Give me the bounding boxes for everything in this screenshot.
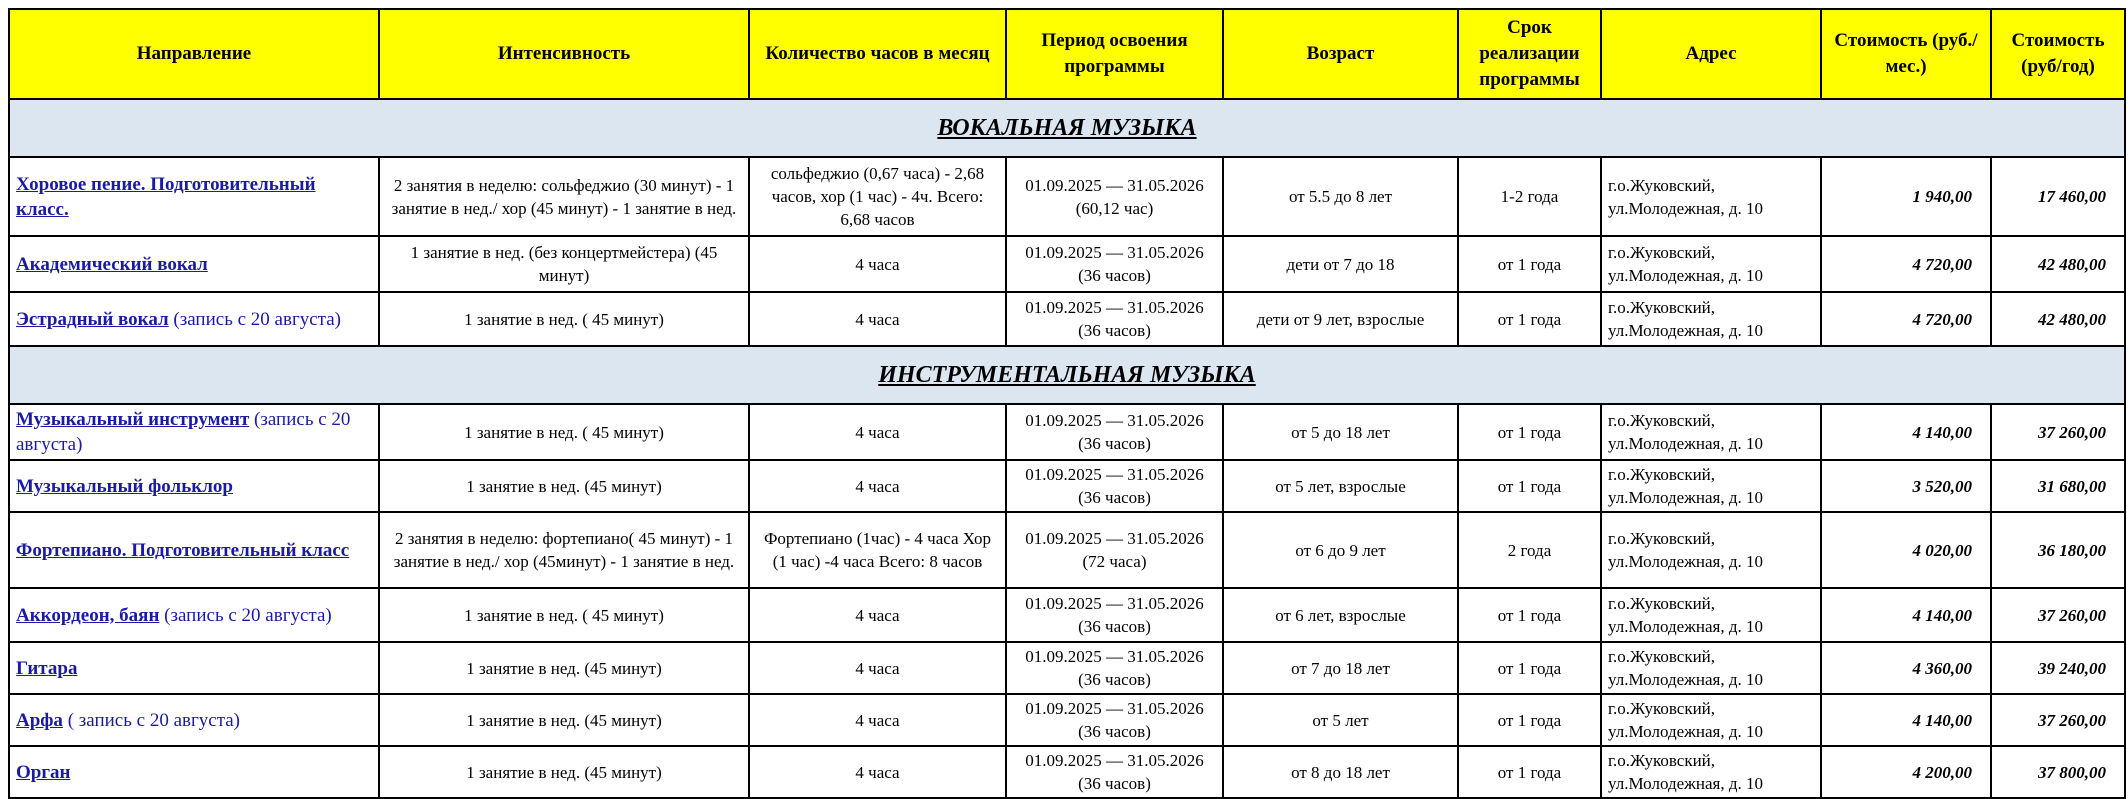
header-term: Срок реализации программы bbox=[1458, 9, 1601, 99]
cost-month-cell: 4 020,00 bbox=[1821, 512, 1991, 588]
term-cell: от 1 года bbox=[1458, 642, 1601, 694]
age-cell: от 5 лет bbox=[1223, 694, 1458, 746]
program-name[interactable]: Академический вокал bbox=[16, 253, 208, 275]
intensity-cell: 1 занятие в нед. ( 45 минут) bbox=[379, 588, 749, 642]
cost-month-cell: 4 140,00 bbox=[1821, 404, 1991, 460]
header-direction: Направление bbox=[9, 9, 379, 99]
program-name[interactable]: Гитара bbox=[16, 657, 78, 679]
age-cell: дети от 7 до 18 bbox=[1223, 236, 1458, 292]
age-cell: от 7 до 18 лет bbox=[1223, 642, 1458, 694]
period-cell: 01.09.2025 — 31.05.2026 (36 часов) bbox=[1006, 460, 1223, 512]
section-title: ВОКАЛЬНАЯ МУЗЫКА bbox=[9, 99, 2125, 157]
cost-month-cell: 4 360,00 bbox=[1821, 642, 1991, 694]
address-cell: г.о.Жуковский, ул.Молодежная, д. 10 bbox=[1601, 512, 1821, 588]
intensity-cell: 2 занятия в неделю: сольфеджио (30 минут) - 1 занятие в нед./ хор (45 минут) - 1 занятие в нед. bbox=[379, 157, 749, 236]
address-cell: г.о.Жуковский, ул.Молодежная, д. 10 bbox=[1601, 746, 1821, 798]
period-cell: 01.09.2025 — 31.05.2026 (36 часов) bbox=[1006, 642, 1223, 694]
intensity-cell: 1 занятие в нед. (45 минут) bbox=[379, 642, 749, 694]
header-intensity: Интенсивность bbox=[379, 9, 749, 99]
address-cell: г.о.Жуковский, ул.Молодежная, д. 10 bbox=[1601, 460, 1821, 512]
age-cell: от 6 лет, взрослые bbox=[1223, 588, 1458, 642]
cost-year-cell: 37 800,00 bbox=[1991, 746, 2125, 798]
program-name[interactable]: Эстрадный вокал bbox=[16, 308, 169, 330]
header-hours: Количество часов в месяц bbox=[749, 9, 1006, 99]
term-cell: от 1 года bbox=[1458, 460, 1601, 512]
program-link[interactable] bbox=[9, 694, 379, 746]
cost-year-cell: 31 680,00 bbox=[1991, 460, 2125, 512]
program-note: (запись с 20 августа) bbox=[164, 604, 332, 626]
hours-cell: 4 часа bbox=[749, 642, 1006, 694]
term-cell: от 1 года bbox=[1458, 292, 1601, 346]
cost-month-cell: 4 140,00 bbox=[1821, 694, 1991, 746]
cost-year-cell: 36 180,00 bbox=[1991, 512, 2125, 588]
intensity-cell: 1 занятие в нед. (без концертмейстера) (45 минут) bbox=[379, 236, 749, 292]
header-row bbox=[9, 9, 2125, 99]
program-name[interactable]: Арфа bbox=[16, 709, 63, 731]
age-cell: от 5 лет, взрослые bbox=[1223, 460, 1458, 512]
program-link[interactable] bbox=[9, 236, 379, 292]
address-cell: г.о.Жуковский, ул.Молодежная, д. 10 bbox=[1601, 157, 1821, 236]
intensity-cell: 1 занятие в нед. ( 45 минут) bbox=[379, 404, 749, 460]
hours-cell: 4 часа bbox=[749, 746, 1006, 798]
age-cell: от 5 до 18 лет bbox=[1223, 404, 1458, 460]
period-cell: 01.09.2025 — 31.05.2026 (36 часов) bbox=[1006, 746, 1223, 798]
header-period: Период освоения программы bbox=[1006, 9, 1223, 99]
period-cell: 01.09.2025 — 31.05.2026 (60,12 час) bbox=[1006, 157, 1223, 236]
intensity-cell: 1 занятие в нед. (45 минут) bbox=[379, 694, 749, 746]
table-row bbox=[9, 694, 2125, 746]
table-row bbox=[9, 236, 2125, 292]
price-table-container bbox=[8, 8, 2126, 799]
term-cell: 1-2 года bbox=[1458, 157, 1601, 236]
intensity-cell: 1 занятие в нед. (45 минут) bbox=[379, 460, 749, 512]
table-row bbox=[9, 460, 2125, 512]
program-name[interactable]: Музыкальный инструмент bbox=[16, 409, 250, 430]
period-cell: 01.09.2025 — 31.05.2026 (36 часов) bbox=[1006, 694, 1223, 746]
table-row bbox=[9, 404, 2125, 460]
address-cell: г.о.Жуковский, ул.Молодежная, д. 10 bbox=[1601, 404, 1821, 460]
program-link[interactable] bbox=[9, 404, 379, 460]
hours-cell: 4 часа bbox=[749, 694, 1006, 746]
cost-month-cell: 4 140,00 bbox=[1821, 588, 1991, 642]
program-link[interactable] bbox=[9, 460, 379, 512]
price-table bbox=[8, 8, 2126, 799]
program-link[interactable] bbox=[9, 642, 379, 694]
age-cell: от 6 до 9 лет bbox=[1223, 512, 1458, 588]
program-note: (запись с 20 августа) bbox=[173, 308, 341, 330]
term-cell: от 1 года bbox=[1458, 746, 1601, 798]
cost-year-cell: 37 260,00 bbox=[1991, 588, 2125, 642]
program-name[interactable]: Фортепиано. Подготовительный класс bbox=[16, 539, 350, 561]
table-row bbox=[9, 292, 2125, 346]
term-cell: 2 года bbox=[1458, 512, 1601, 588]
program-name[interactable]: Аккордеон, баян bbox=[16, 604, 160, 626]
header-cost-year: Стоимость (руб/год) bbox=[1991, 9, 2125, 99]
intensity-cell: 2 занятия в неделю: фортепиано( 45 минут) - 1 занятие в нед./ хор (45минут) - 1 занятие в нед. bbox=[379, 512, 749, 588]
header-address: Адрес bbox=[1601, 9, 1821, 99]
cost-month-cell: 1 940,00 bbox=[1821, 157, 1991, 236]
cost-year-cell: 42 480,00 bbox=[1991, 236, 2125, 292]
age-cell: дети от 9 лет, взрослые bbox=[1223, 292, 1458, 346]
program-note: (запись с 20 августа) bbox=[16, 409, 351, 455]
cost-year-cell: 37 260,00 bbox=[1991, 694, 2125, 746]
header-age: Возраст bbox=[1223, 9, 1458, 99]
section-row-vocal bbox=[9, 99, 2125, 157]
cost-year-cell: 42 480,00 bbox=[1991, 292, 2125, 346]
intensity-cell: 1 занятие в нед. ( 45 минут) bbox=[379, 292, 749, 346]
cost-year-cell: 39 240,00 bbox=[1991, 642, 2125, 694]
program-name[interactable]: Хоровое пение. Подготовительный класс. bbox=[16, 173, 316, 220]
address-cell: г.о.Жуковский, ул.Молодежная, д. 10 bbox=[1601, 292, 1821, 346]
header-cost-month: Стоимость (руб./мес.) bbox=[1821, 9, 1991, 99]
cost-month-cell: 4 200,00 bbox=[1821, 746, 1991, 798]
table-row bbox=[9, 157, 2125, 236]
hours-cell: сольфеджио (0,67 часа) - 2,68 часов, хор (1 час) - 4ч. Всего: 6,68 часов bbox=[749, 157, 1006, 236]
program-name[interactable]: Орган bbox=[16, 761, 71, 783]
address-cell: г.о.Жуковский, ул.Молодежная, д. 10 bbox=[1601, 588, 1821, 642]
table-row bbox=[9, 642, 2125, 694]
hours-cell: 4 часа bbox=[749, 460, 1006, 512]
cost-month-cell: 4 720,00 bbox=[1821, 236, 1991, 292]
address-cell: г.о.Жуковский, ул.Молодежная, д. 10 bbox=[1601, 694, 1821, 746]
cost-year-cell: 17 460,00 bbox=[1991, 157, 2125, 236]
term-cell: от 1 года bbox=[1458, 588, 1601, 642]
hours-cell: 4 часа bbox=[749, 404, 1006, 460]
table-row bbox=[9, 588, 2125, 642]
program-link[interactable] bbox=[9, 588, 379, 642]
program-name[interactable]: Музыкальный фольклор bbox=[16, 475, 233, 497]
section-title: ИНСТРУМЕНТАЛЬНАЯ МУЗЫКА bbox=[9, 346, 2125, 404]
cost-month-cell: 4 720,00 bbox=[1821, 292, 1991, 346]
table-row bbox=[9, 746, 2125, 798]
address-cell: г.о.Жуковский, ул.Молодежная, д. 10 bbox=[1601, 236, 1821, 292]
program-note: ( запись с 20 августа) bbox=[67, 709, 240, 731]
table-row bbox=[9, 512, 2125, 588]
section-row-instrumental bbox=[9, 346, 2125, 404]
period-cell: 01.09.2025 — 31.05.2026 (36 часов) bbox=[1006, 292, 1223, 346]
hours-cell: Фортепиано (1час) - 4 часа Хор (1 час) -4 часа Всего: 8 часов bbox=[749, 512, 1006, 588]
program-link[interactable] bbox=[9, 157, 379, 236]
term-cell: от 1 года bbox=[1458, 404, 1601, 460]
program-link[interactable] bbox=[9, 746, 379, 798]
hours-cell: 4 часа bbox=[749, 588, 1006, 642]
cost-month-cell: 3 520,00 bbox=[1821, 460, 1991, 512]
period-cell: 01.09.2025 — 31.05.2026 (36 часов) bbox=[1006, 588, 1223, 642]
age-cell: от 5.5 до 8 лет bbox=[1223, 157, 1458, 236]
period-cell: 01.09.2025 — 31.05.2026 (72 часа) bbox=[1006, 512, 1223, 588]
program-link[interactable] bbox=[9, 292, 379, 346]
term-cell: от 1 года bbox=[1458, 236, 1601, 292]
intensity-cell: 1 занятие в нед. (45 минут) bbox=[379, 746, 749, 798]
program-link[interactable] bbox=[9, 512, 379, 588]
period-cell: 01.09.2025 — 31.05.2026 (36 часов) bbox=[1006, 404, 1223, 460]
age-cell: от 8 до 18 лет bbox=[1223, 746, 1458, 798]
address-cell: г.о.Жуковский, ул.Молодежная, д. 10 bbox=[1601, 642, 1821, 694]
hours-cell: 4 часа bbox=[749, 292, 1006, 346]
term-cell: от 1 года bbox=[1458, 694, 1601, 746]
cost-year-cell: 37 260,00 bbox=[1991, 404, 2125, 460]
hours-cell: 4 часа bbox=[749, 236, 1006, 292]
period-cell: 01.09.2025 — 31.05.2026 (36 часов) bbox=[1006, 236, 1223, 292]
